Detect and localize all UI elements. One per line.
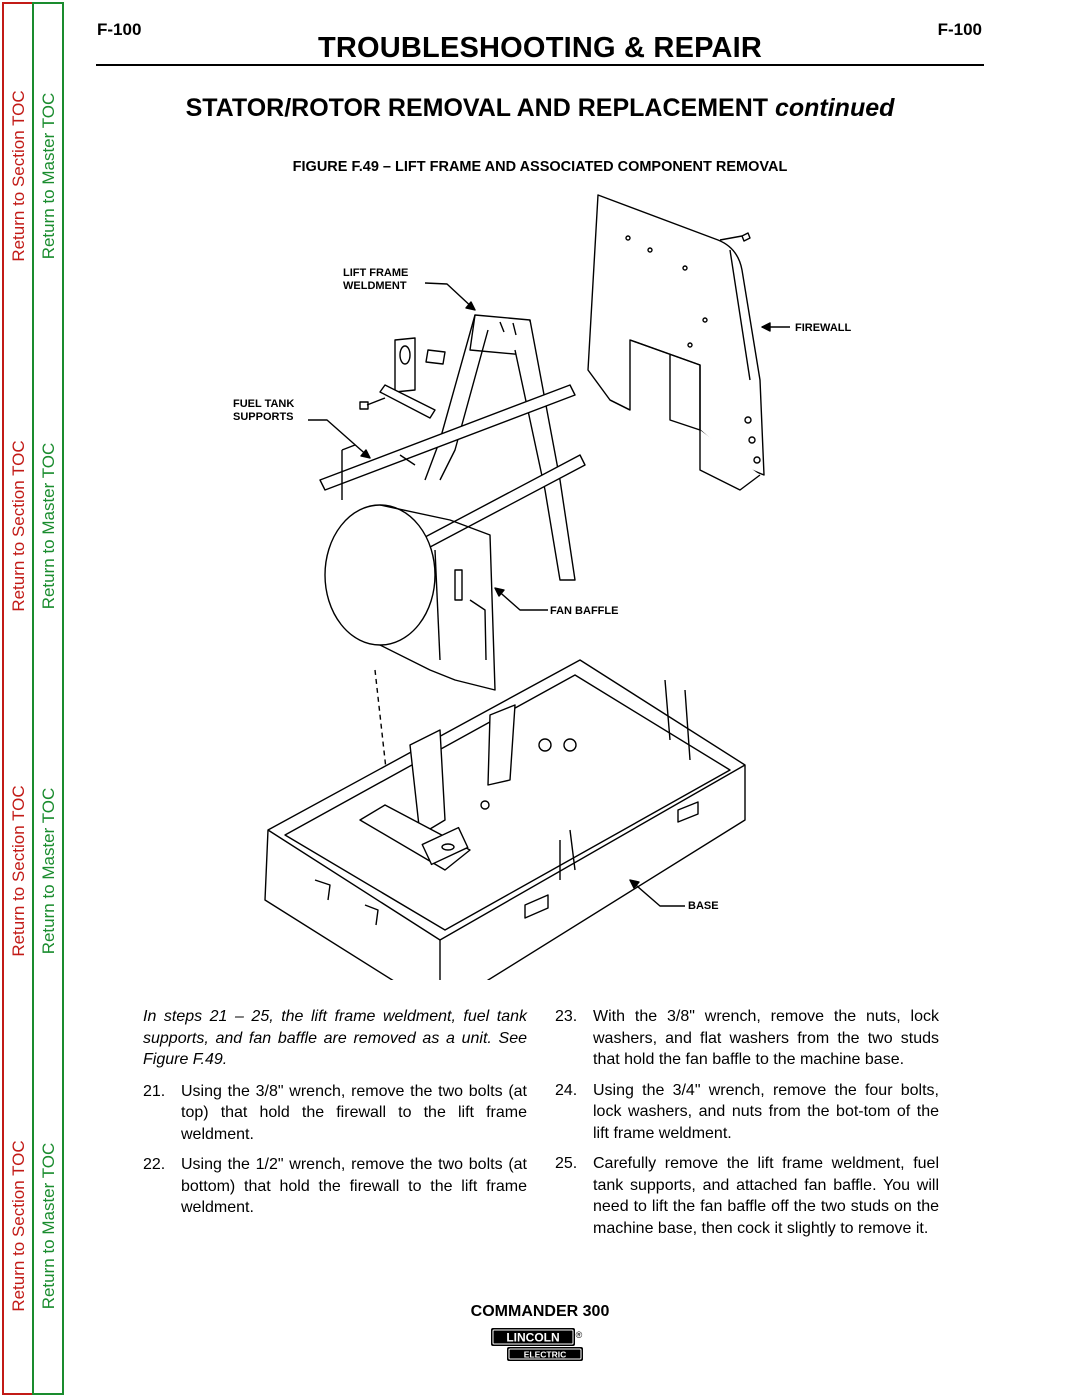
section-title bbox=[96, 94, 984, 123]
step-number: 24. bbox=[555, 1081, 578, 1099]
firewall-callout: FIREWALL bbox=[795, 322, 852, 334]
master-toc-bar: Return to Master TOC Return to Master TOC Return to Master TOC Return to Master TOC bbox=[32, 2, 64, 1395]
figure-caption: FIGURE F.49 – LIFT FRAME AND ASSOCIATED COMPONENT REMOVAL bbox=[292, 159, 788, 175]
section-title-continued: continued bbox=[774, 94, 895, 122]
lift-frame-weldment-callout bbox=[343, 267, 408, 293]
step-item bbox=[555, 1006, 939, 1071]
lincoln-electric-logo bbox=[489, 1327, 585, 1363]
right-text-column bbox=[555, 1006, 939, 1248]
logo-bottom-text: ELECTRIC bbox=[523, 1349, 567, 1360]
registered-mark: ® bbox=[575, 1330, 583, 1340]
step-text: Using the 3/4" wrench, remove the four bolts, lock washers, and nuts from the bot-tom of the lift frame weldment. bbox=[593, 1081, 939, 1142]
fan-baffle-callout: FAN BAFFLE bbox=[550, 605, 619, 617]
step-item bbox=[555, 1080, 939, 1145]
step-text: With the 3/8" wrench, remove the nuts, lock washers, and flat washers from the two studs that hold the fan baffle to the machine base. bbox=[593, 1008, 939, 1068]
exploded-view-drawing bbox=[230, 180, 870, 980]
base-callout: BASE bbox=[688, 900, 719, 912]
step-text: Using the 3/8" wrench, remove the two bolts (at top) that hold the firewall to the lift frame weldment. bbox=[181, 1082, 527, 1143]
step-item bbox=[555, 1153, 939, 1239]
logo-top-text: LINCOLN bbox=[506, 1330, 560, 1345]
model-name: COMMANDER 300 bbox=[470, 1303, 610, 1320]
page-number-left: F-100 bbox=[97, 20, 142, 39]
step-text: Using the 1/2" wrench, remove the two bolts (at bottom) that hold the firewall to the lift frame weldment. bbox=[181, 1156, 527, 1216]
intro-paragraph: In steps 21 – 25, the lift frame weldment, fuel tank supports, and fan baffle are removed as a unit. See Figure F.49. bbox=[143, 1008, 527, 1068]
lift-frame-label-line1: LIFT FRAME bbox=[343, 267, 409, 279]
step-item bbox=[143, 1154, 527, 1219]
firewall-drawing bbox=[588, 195, 764, 490]
exploded-view-figure bbox=[230, 180, 870, 980]
step-number: 23. bbox=[555, 1008, 578, 1025]
fuel-tank-label-line1: FUEL TANK bbox=[233, 398, 295, 410]
base-drawing bbox=[265, 660, 745, 980]
left-text-column bbox=[143, 1006, 527, 1228]
page-number-right: F-100 bbox=[937, 20, 982, 39]
step-item bbox=[143, 1081, 527, 1146]
fuel-tank-label-line2: SUPPORTS bbox=[233, 411, 294, 423]
header-divider bbox=[96, 64, 984, 66]
step-number: 25. bbox=[555, 1155, 578, 1172]
section-title-main: STATOR/ROTOR REMOVAL AND REPLACEMENT bbox=[185, 94, 775, 122]
section-toc-bar: Return to Section TOC Return to Section TOC Return to Section TOC Return to Section TOC bbox=[2, 2, 34, 1395]
lift-frame-label-line2: WELDMENT bbox=[343, 280, 407, 292]
step-text: Carefully remove the lift frame weldment, fuel tank supports, and attached fan baffle. You will need to lift the fan baffle off the two studs on the machine base, then cock it slightly to remove it. bbox=[593, 1155, 939, 1237]
page-title: TROUBLESHOOTING & REPAIR bbox=[317, 32, 763, 64]
step-number: 21. bbox=[143, 1082, 166, 1100]
fuel-tank-supports-callout bbox=[233, 398, 294, 424]
step-number: 22. bbox=[143, 1156, 166, 1173]
